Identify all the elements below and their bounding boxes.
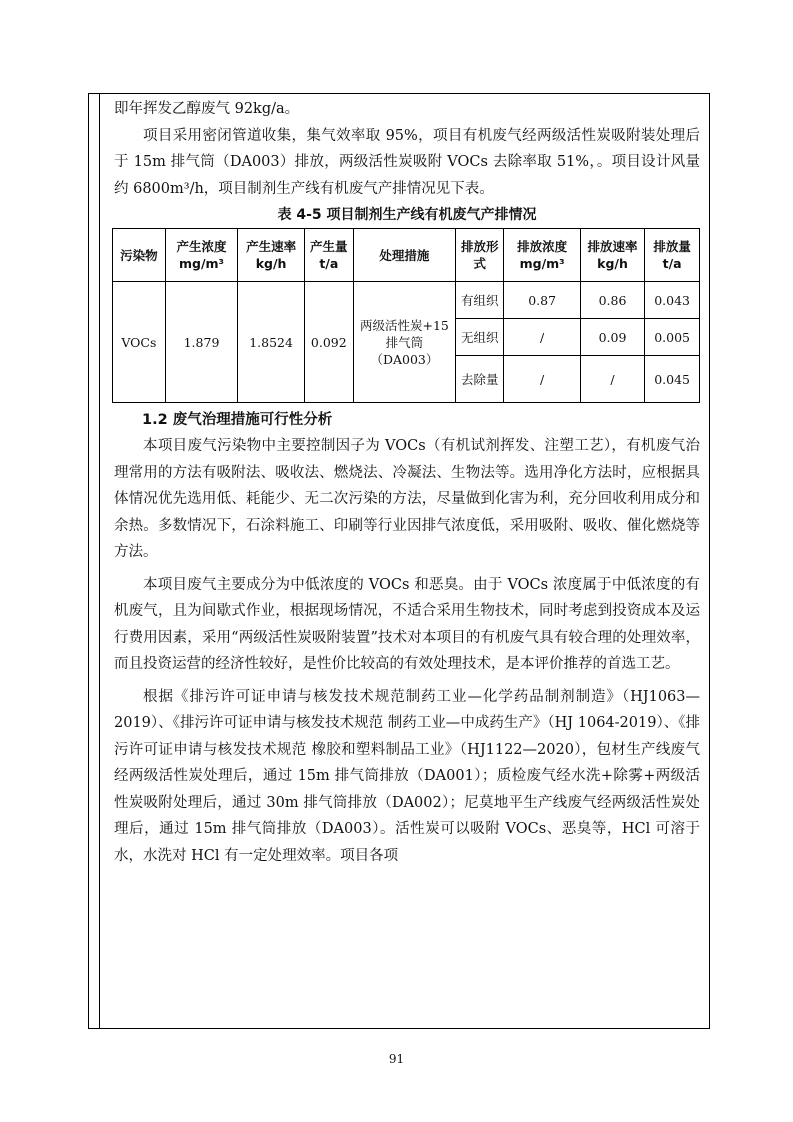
cell-form: 无组织 [456, 319, 504, 356]
cell-rate: / [580, 356, 644, 403]
paragraph-continuation: 即年挥发乙醇废气 92kg/a。 [114, 101, 300, 117]
frame-divider [99, 93, 100, 1029]
cell-gen-amount: 0.092 [304, 282, 353, 403]
document-body [114, 96, 700, 869]
cell-treatment: 两级活性炭+15 排气筒（DA003） [353, 282, 455, 403]
cell-pollutant: VOCs [113, 282, 166, 403]
cell-conc: / [504, 319, 580, 356]
header-emission-amount: 排放量 t/a [645, 229, 700, 282]
paragraph-control-methods: 本项目废气污染物中主要控制因子为 VOCs（有机试剂挥发、注塑工艺），有机废气治理常用的方法有吸附法、吸收法、燃烧法、冷凝法、生物法等。选用净化方法时，应根据具体情况优先选用低、耗能少、无二次污染的方法，尽量做到化害为利，充分回收利用成分和余热。多数情况下，石涂料施工、印刷等行业因排气浓度低，采用吸附、吸收、催化燃烧等方法。 [114, 438, 700, 560]
cell-rate: 0.09 [580, 319, 644, 356]
paragraph-standards: 根据《排污许可证申请与核发技术规范制药工业—化学药品制剂制造》（HJ1063—2019）、《排污许可证申请与核发技术规范 制药工业—中成药生产》（HJ 1064-2019）、《排污许可证申请与核发技术规范 橡胶和塑料制品工业》（HJ1122—2020），包材生产线废气经两级活性炭处理后，通过 15m 排气筒排放（DA001）；质检废气经水洗+除雾+两级活性炭吸附处理后，通过 30m 排气筒排放（DA002）；尼莫地平生产线废气经两级活性炭处理后，通过 15m 排气筒排放（DA003）。活性炭可以吸附 VOCs、恶臭等，HCl 可溶于水，水洗对 HCl 有一定处理效率。项目各项 [114, 688, 700, 864]
header-gen-amount: 产生量 t/a [304, 229, 353, 282]
section-heading: 1.2 废气治理措施可行性分析 [142, 412, 333, 428]
cell-form: 去除量 [456, 356, 504, 403]
header-treatment: 处理措施 [353, 229, 455, 282]
cell-conc: / [504, 356, 580, 403]
table-title: 表 4-5 项目制剂生产线有机废气产排情况 [277, 207, 537, 223]
cell-amount: 0.005 [645, 319, 700, 356]
cell-amount: 0.045 [645, 356, 700, 403]
cell-rate: 0.86 [580, 282, 644, 319]
table-row [113, 282, 700, 319]
paragraph-collection: 项目采用密闭管道收集，集气效率取 95%，项目有机废气经两级活性炭吸附装处理后于 15m 排气筒（DA003）排放，两级活性炭吸附 VOCs 去除率取 51%，。项目设计风量约 6800m³/h，项目制剂生产线有机废气产排情况见下表。 [114, 127, 700, 197]
page-number: 91 [388, 1052, 405, 1066]
cell-gen-conc: 1.879 [165, 282, 238, 403]
cell-amount: 0.043 [645, 282, 700, 319]
cell-conc: 0.87 [504, 282, 580, 319]
header-emission-conc: 排放浓度 mg/m³ [504, 229, 580, 282]
header-emission-rate: 排放速率 kg/h [580, 229, 644, 282]
header-gen-conc: 产生浓度 mg/m³ [165, 229, 238, 282]
header-gen-rate: 产生速率 kg/h [238, 229, 305, 282]
paragraph-process-choice: 本项目废气主要成分为中低浓度的 VOCs 和恶臭。由于 VOCs 浓度属于中低浓度的有机废气，且为间歇式作业，根据现场情况，不适合采用生物技术，同时考虑到投资成本及运行费用因素，采用“两级活性炭吸附装置”技术对本项目的有机废气具有较合理的处理效率，而且投资运营的经济性较好，是性价比较高的有效处理技术，是本评价推荐的首选工艺。 [114, 576, 700, 672]
emissions-table [112, 228, 700, 403]
header-emission-form: 排放形式 [456, 229, 504, 282]
table-header-row [113, 229, 700, 282]
header-pollutant: 污染物 [113, 229, 166, 282]
cell-form: 有组织 [456, 282, 504, 319]
cell-gen-rate: 1.8524 [238, 282, 305, 403]
